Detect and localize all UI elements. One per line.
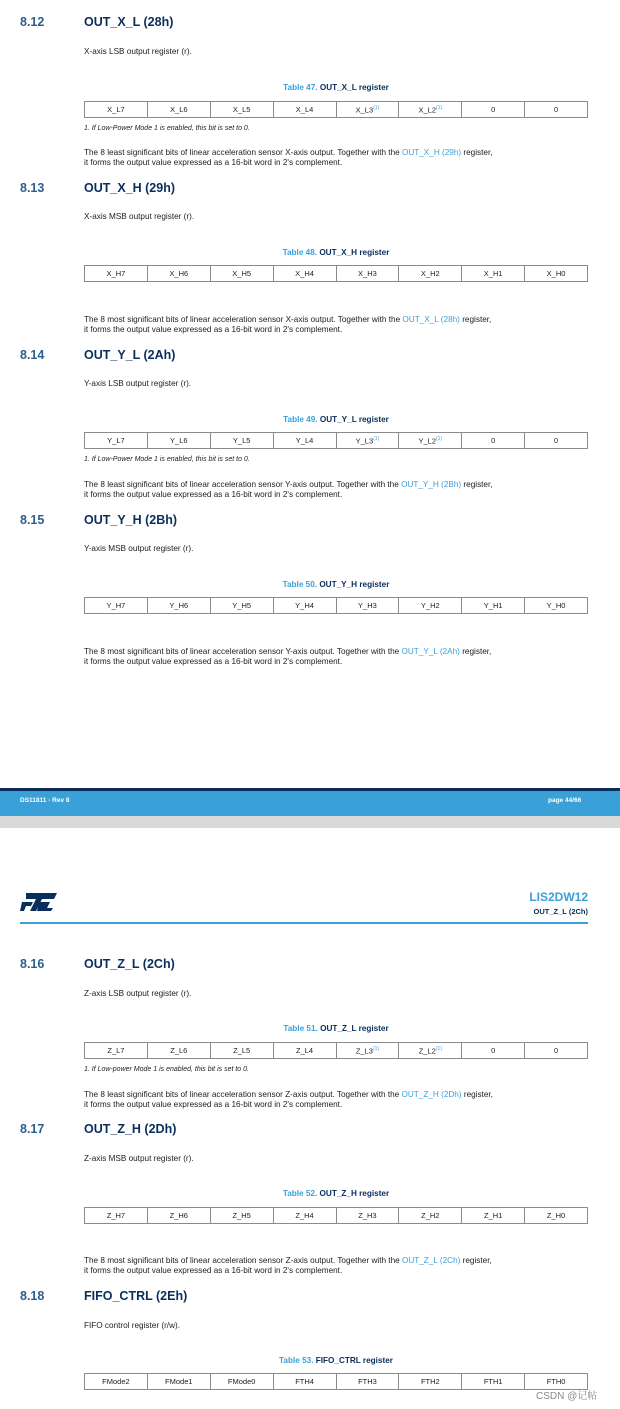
bit-name: FTH3	[358, 1377, 377, 1386]
register-bit-cell	[147, 266, 210, 282]
table-number: Table 47.	[283, 83, 318, 92]
register-bit-cell	[85, 102, 148, 118]
footnote-ref[interactable]: (1)	[373, 104, 380, 111]
bit-name: Z_H7	[106, 1211, 126, 1220]
table-title: OUT_Y_L register	[319, 415, 389, 424]
register-bit-cell	[273, 102, 336, 118]
bit-name: Z_L7	[107, 1046, 125, 1055]
table-title: OUT_Z_H register	[319, 1189, 390, 1198]
table-caption	[84, 83, 588, 92]
register-bit-cell	[210, 1043, 273, 1059]
register-link[interactable]: OUT_Z_L (2Ch)	[401, 1256, 461, 1265]
bit-name: Z_L3	[355, 1046, 373, 1056]
bit-name: X_H2	[420, 269, 440, 278]
para-text: it forms the output value expressed as a 16-bit word in 2's complement.	[84, 1265, 343, 1275]
register-paragraph	[84, 148, 588, 167]
register-description: FIFO control register (r/w).	[84, 1321, 180, 1330]
register-table	[84, 597, 588, 614]
register-bit-cell	[525, 433, 588, 449]
bit-name: FTH0	[546, 1377, 566, 1386]
bit-name: FTH1	[483, 1377, 503, 1386]
bit-name: Z_H1	[484, 1211, 503, 1220]
footnote-ref[interactable]: (1)	[372, 1045, 380, 1052]
para-text: it forms the output value expressed as a 16-bit word in 2's complement.	[84, 489, 343, 499]
section-title: OUT_Z_L (2Ch)	[84, 957, 175, 971]
register-bit-cell	[525, 266, 588, 282]
section-title: OUT_Z_H (2Dh)	[84, 1122, 177, 1136]
bit-name: Z_H5	[232, 1211, 251, 1220]
table-number: Table 51.	[283, 1024, 318, 1033]
bit-name: 0	[491, 1046, 496, 1055]
footnote: 1. If Low-power Mode 1 is enabled, this bit is set to 0.	[84, 1066, 249, 1073]
bit-name: 0	[553, 1046, 559, 1055]
register-bit-cell	[525, 102, 588, 118]
bit-name: 0	[553, 436, 559, 445]
register-bit-cell	[399, 102, 462, 118]
doc-revision: DS11811 - Rev 8	[20, 797, 70, 804]
para-text: register,	[461, 480, 493, 489]
register-bit-cell	[210, 102, 273, 118]
register-bit-cell	[525, 1208, 588, 1224]
section-number: 8.14	[20, 348, 45, 362]
register-bit-cell	[462, 598, 525, 614]
para-text: register,	[461, 1090, 493, 1099]
register-table	[84, 432, 588, 449]
bit-name: 0	[491, 436, 496, 445]
table-caption	[84, 415, 588, 424]
footnote-ref[interactable]: (1)	[373, 435, 380, 442]
table-caption	[84, 1189, 588, 1198]
register-bit-cell	[399, 1043, 462, 1059]
register-bit-cell	[85, 598, 148, 614]
bit-name: Z_L6	[170, 1046, 188, 1055]
register-bit-cell	[273, 266, 336, 282]
register-bit-cell	[85, 433, 148, 449]
register-bit-cell	[273, 598, 336, 614]
register-link[interactable]: OUT_X_L (28h)	[402, 315, 460, 324]
header-subtitle: OUT_Z_L (2Ch)	[533, 907, 588, 916]
register-bit-cell	[273, 1043, 336, 1059]
footnote-ref[interactable]: (1)	[436, 104, 443, 111]
register-bit-cell	[85, 266, 148, 282]
bit-name: Z_H4	[295, 1211, 314, 1220]
section-number: 8.15	[20, 513, 45, 527]
register-link[interactable]: OUT_Y_L (2Ah)	[401, 647, 460, 656]
register-bit-cell	[147, 433, 210, 449]
table-title: OUT_X_H register	[319, 248, 390, 257]
page-separator	[0, 816, 620, 828]
register-bit-cell	[147, 102, 210, 118]
register-table	[84, 1373, 588, 1390]
bit-name: Z_H0	[546, 1211, 566, 1220]
register-bit-cell	[462, 1208, 525, 1224]
register-bit-cell	[399, 1374, 462, 1390]
register-bit-cell	[85, 1043, 148, 1059]
register-bit-cell	[462, 433, 525, 449]
bit-name: Z_H2	[421, 1211, 440, 1220]
register-link[interactable]: OUT_Z_H (2Dh)	[401, 1090, 462, 1099]
bit-name: X_L2	[418, 105, 437, 115]
register-bit-cell	[147, 1374, 210, 1390]
register-bit-cell	[336, 1043, 399, 1059]
para-text: it forms the output value expressed as a 16-bit word in 2's complement.	[84, 1099, 343, 1109]
table-number: Table 50.	[282, 580, 318, 589]
section-title: OUT_X_H (29h)	[84, 181, 175, 195]
para-text: The 8 most significant bits of linear acceleration sensor Z-axis output. Together with the	[84, 1256, 402, 1265]
table-caption	[84, 580, 588, 589]
register-bit-cell	[462, 266, 525, 282]
register-bit-cell	[210, 1374, 273, 1390]
bit-name: X_L7	[107, 105, 125, 114]
st-logo-icon	[20, 891, 58, 913]
bit-name: Y_L2	[418, 436, 437, 446]
bit-name: Y_L4	[295, 436, 314, 445]
bit-name: Y_H3	[358, 601, 377, 610]
register-bit-cell	[210, 598, 273, 614]
footnote-ref[interactable]: (1)	[436, 435, 443, 442]
header-rule	[20, 922, 588, 924]
footnote: 1. If Low-Power Mode 1 is enabled, this bit is set to 0.	[84, 125, 250, 132]
table-title: OUT_Y_H register	[319, 580, 390, 589]
table-caption	[84, 1024, 588, 1033]
register-bit-cell	[210, 433, 273, 449]
para-text: register,	[459, 647, 492, 656]
register-bit-cell	[210, 266, 273, 282]
para-text: The 8 least significant bits of linear acceleration sensor X-axis output. Together with the	[84, 148, 402, 157]
bit-name: Y_L7	[107, 436, 125, 445]
register-paragraph	[84, 1090, 588, 1109]
bit-name: FTH4	[295, 1377, 314, 1386]
bit-name: 0	[553, 105, 559, 114]
register-bit-cell	[525, 1043, 588, 1059]
bit-name: X_H1	[483, 269, 503, 278]
section-title: OUT_Y_L (2Ah)	[84, 348, 176, 362]
page-number: page 44/66	[548, 797, 582, 804]
bit-name: FTH2	[420, 1377, 440, 1386]
register-paragraph	[84, 647, 588, 666]
bit-name: Y_L3	[355, 436, 374, 446]
para-text: it forms the output value expressed as a 16-bit word in 2's complement.	[84, 656, 343, 666]
register-table	[84, 1042, 588, 1059]
bit-name: Y_H2	[420, 601, 440, 610]
register-bit-cell	[273, 433, 336, 449]
register-description: Z-axis LSB output register (r).	[84, 989, 192, 998]
table-number: Table 48.	[282, 248, 318, 257]
table-number: Table 49.	[283, 415, 318, 424]
register-bit-cell	[525, 598, 588, 614]
section-title: OUT_X_L (28h)	[84, 15, 174, 29]
register-bit-cell	[147, 1043, 210, 1059]
table-caption	[84, 1356, 588, 1365]
table-title: OUT_X_L register	[319, 83, 389, 92]
para-text: The 8 least significant bits of linear acceleration sensor Z-axis output. Together with the	[84, 1090, 402, 1099]
register-bit-cell	[147, 1208, 210, 1224]
register-table	[84, 1207, 588, 1224]
register-bit-cell	[399, 266, 462, 282]
register-table	[84, 101, 588, 118]
section-title: FIFO_CTRL (2Eh)	[84, 1289, 188, 1303]
bit-name: Y_H6	[169, 601, 189, 610]
register-bit-cell	[399, 598, 462, 614]
table-title: FIFO_CTRL register	[315, 1356, 393, 1365]
bit-name: X_H6	[169, 269, 189, 278]
register-bit-cell	[462, 1374, 525, 1390]
para-text: register,	[461, 148, 493, 157]
register-table	[84, 265, 588, 282]
register-bit-cell	[336, 1374, 399, 1390]
footnote-ref[interactable]: (1)	[435, 1045, 442, 1052]
register-bit-cell	[336, 266, 399, 282]
register-bit-cell	[147, 598, 210, 614]
register-bit-cell	[273, 1208, 336, 1224]
document-id: LIS2DW12	[529, 890, 588, 904]
bit-name: FMode2	[102, 1377, 130, 1386]
register-bit-cell	[336, 433, 399, 449]
register-paragraph	[84, 1256, 588, 1275]
section-number: 8.18	[20, 1289, 45, 1303]
register-bit-cell	[85, 1208, 148, 1224]
register-bit-cell	[336, 1208, 399, 1224]
para-text: The 8 least significant bits of linear acceleration sensor Y-axis output. Together with the	[84, 480, 402, 489]
bit-name: Y_H5	[232, 601, 252, 610]
bit-name: Y_H4	[295, 601, 314, 610]
register-description: Y-axis LSB output register (r).	[84, 379, 192, 388]
bit-name: FMode1	[165, 1377, 193, 1386]
bit-name: Z_L4	[296, 1046, 314, 1055]
para-text: The 8 most significant bits of linear acceleration sensor X-axis output. Together with the	[84, 315, 403, 324]
table-number: Table 53.	[279, 1356, 314, 1365]
register-description: Y-axis MSB output register (r).	[84, 544, 194, 553]
section-title: OUT_Y_H (2Bh)	[84, 513, 178, 527]
bit-name: Z_L5	[233, 1046, 251, 1055]
register-description: X-axis LSB output register (r).	[84, 47, 192, 56]
register-bit-cell	[462, 102, 525, 118]
bit-name: Z_H6	[169, 1211, 188, 1220]
bit-name: X_L4	[295, 105, 314, 114]
register-description: X-axis MSB output register (r).	[84, 212, 195, 221]
register-paragraph	[84, 315, 588, 334]
register-bit-cell	[462, 1043, 525, 1059]
register-bit-cell	[336, 102, 399, 118]
register-paragraph	[84, 480, 588, 499]
register-description: Z-axis MSB output register (r).	[84, 1154, 194, 1163]
bit-name: X_L3	[355, 105, 374, 115]
page-footer	[0, 788, 620, 816]
bit-name: X_H7	[106, 269, 126, 278]
footnote: 1. If Low-Power Mode 1 is enabled, this bit is set to 0.	[84, 456, 250, 463]
table-title: OUT_Z_L register	[320, 1024, 389, 1033]
register-bit-cell	[210, 1208, 273, 1224]
bit-name: Y_H0	[546, 601, 566, 610]
register-link[interactable]: OUT_Y_H (2Bh)	[401, 480, 462, 489]
section-number: 8.16	[20, 957, 45, 971]
bit-name: Z_L2	[418, 1046, 436, 1056]
para-text: The 8 most significant bits of linear acceleration sensor Y-axis output. Together with the	[84, 647, 402, 656]
bit-name: X_L6	[170, 105, 188, 114]
para-text: it forms the output value expressed as a 16-bit word in 2's complement.	[84, 324, 343, 334]
table-number: Table 52.	[282, 1189, 318, 1198]
bit-name: X_H3	[358, 269, 377, 278]
bit-name: 0	[491, 105, 496, 114]
para-text: register,	[460, 1256, 492, 1265]
register-bit-cell	[336, 598, 399, 614]
section-number: 8.12	[20, 15, 45, 29]
register-bit-cell	[273, 1374, 336, 1390]
section-number: 8.17	[20, 1122, 45, 1136]
bit-name: Z_H3	[358, 1211, 377, 1220]
bit-name: Y_H7	[106, 601, 126, 610]
bit-name: Y_L6	[170, 436, 188, 445]
table-caption	[84, 248, 588, 257]
register-link[interactable]: OUT_X_H (29h)	[401, 148, 462, 157]
bit-name: Y_L5	[232, 436, 251, 445]
bit-name: X_H0	[546, 269, 566, 278]
register-bit-cell	[399, 433, 462, 449]
bit-name: FMode0	[227, 1377, 256, 1386]
bit-name: X_H5	[232, 269, 252, 278]
para-text: it forms the output value expressed as a 16-bit word in 2's complement.	[84, 157, 343, 167]
para-text: register,	[459, 315, 492, 324]
register-bit-cell	[85, 1374, 148, 1390]
bit-name: X_L5	[232, 105, 251, 114]
bit-name: X_H4	[295, 269, 314, 278]
watermark: CSDN @记帖	[536, 1391, 598, 1402]
bit-name: Y_H1	[483, 601, 503, 610]
section-number: 8.13	[20, 181, 45, 195]
register-bit-cell	[399, 1208, 462, 1224]
